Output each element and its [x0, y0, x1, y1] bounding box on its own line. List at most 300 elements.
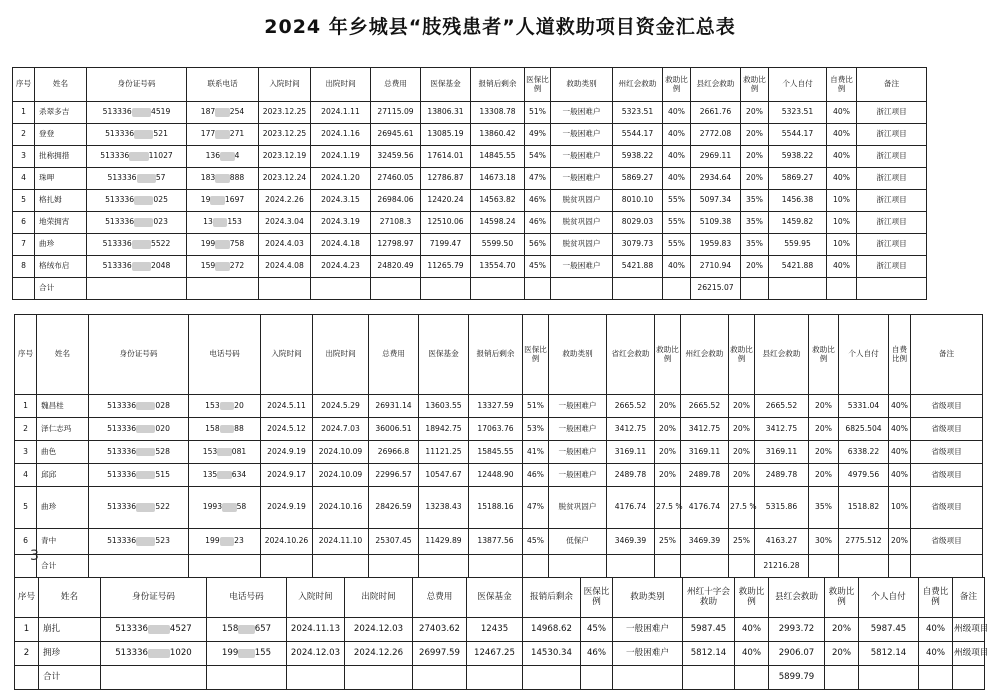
blank-cell: [15, 555, 37, 578]
table-cell: 55%: [663, 234, 691, 256]
total-value: 21216.28: [755, 555, 809, 578]
column-header: 出院时间: [311, 68, 371, 102]
phone-prefix: 153: [202, 446, 218, 456]
patient-name: 曲珍: [35, 234, 87, 256]
table-3: [14, 577, 989, 690]
table-cell: 18942.75: [419, 418, 469, 441]
id-number-cell: [89, 464, 189, 487]
table-cell: 35%: [809, 487, 839, 529]
table-row: [13, 234, 927, 256]
table-cell: 1456.38: [769, 190, 827, 212]
table-cell: 20%: [741, 102, 769, 124]
table-cell: 2024.11.10: [313, 529, 369, 555]
id-prefix: 513336: [105, 195, 135, 205]
column-header: 备注: [911, 315, 983, 395]
blank-cell: [613, 666, 683, 690]
id-prefix: 513336: [107, 173, 137, 183]
blank-cell: [735, 666, 769, 690]
id-number-cell: [101, 642, 207, 666]
column-header: 姓名: [35, 68, 87, 102]
row-number: 3: [15, 441, 37, 464]
table-cell: 12448.90: [469, 464, 523, 487]
table-cell: 6825.504: [839, 418, 889, 441]
redaction-blur: [210, 196, 225, 205]
column-header: 序号: [13, 68, 35, 102]
table-cell: 浙江项目: [857, 168, 927, 190]
blank-cell: [859, 666, 919, 690]
table-cell: 2024.3.15: [311, 190, 371, 212]
phone-prefix: 135: [202, 469, 218, 479]
column-header: 医保基金: [419, 315, 469, 395]
table-cell: 2024.7.03: [313, 418, 369, 441]
column-header: 个人自付: [859, 578, 919, 618]
total-row: [15, 555, 983, 578]
table-cell: 4176.74: [607, 487, 655, 529]
patient-name: 邱邱: [37, 464, 89, 487]
column-header: 县红会救助: [769, 578, 825, 618]
id-prefix: 513336: [107, 536, 137, 546]
table-cell: 2024.1.16: [311, 124, 371, 146]
patient-name: 杀翠多吉: [35, 102, 87, 124]
column-header: 序号: [15, 578, 39, 618]
table-cell: 浙江项目: [857, 256, 927, 278]
table-cell: 40%: [827, 256, 857, 278]
redaction-blur: [134, 130, 153, 139]
table-cell: 40%: [663, 102, 691, 124]
phone-prefix: 158: [205, 423, 220, 433]
phone-suffix: 23: [234, 536, 244, 546]
blank-cell: [371, 278, 421, 300]
id-prefix: 513336: [107, 469, 137, 479]
phone-number-cell: [187, 124, 259, 146]
table-cell: 2969.11: [691, 146, 741, 168]
table-cell: 5323.51: [613, 102, 663, 124]
id-number-cell: [89, 529, 189, 555]
table-cell: 2906.07: [769, 642, 825, 666]
table-cell: 15845.55: [469, 441, 523, 464]
table-cell: 20%: [655, 441, 681, 464]
table-cell: 10547.67: [419, 464, 469, 487]
column-header: 个人自付: [839, 315, 889, 395]
table-cell: 35%: [741, 234, 769, 256]
row-number: 5: [13, 190, 35, 212]
table-cell: 30%: [809, 529, 839, 555]
table-cell: 5812.14: [859, 642, 919, 666]
column-header: 州红十字会救助: [683, 578, 735, 618]
table-row: [13, 124, 927, 146]
id-number-cell: [89, 441, 189, 464]
table-cell: 2023.12.25: [259, 102, 311, 124]
table-cell: 2024.12.26: [345, 642, 413, 666]
blank-cell: [467, 666, 523, 690]
phone-suffix: 155: [254, 647, 272, 658]
row-number: 2: [13, 124, 35, 146]
phone-number-cell: [187, 190, 259, 212]
id-suffix: 5522: [151, 239, 171, 249]
column-header: 医保比例: [523, 315, 549, 395]
id-suffix: 522: [155, 502, 170, 512]
blank-cell: [839, 555, 889, 578]
table-cell: 22996.57: [369, 464, 419, 487]
table-cell: 10%: [827, 234, 857, 256]
column-header: 出院时间: [313, 315, 369, 395]
table-cell: 51%: [525, 102, 551, 124]
table-cell: 27115.09: [371, 102, 421, 124]
blank-cell: [101, 666, 207, 690]
table-cell: 26984.06: [371, 190, 421, 212]
table-cell: 54%: [525, 146, 551, 168]
id-prefix: 513336: [105, 129, 135, 139]
table-cell: 5544.17: [769, 124, 827, 146]
blank-cell: [613, 278, 663, 300]
row-number: 4: [13, 168, 35, 190]
id-prefix: 513336: [115, 647, 149, 658]
table-cell: 5097.34: [691, 190, 741, 212]
table-cell: 2024.9.17: [261, 464, 313, 487]
table-cell: 一般困难户: [551, 168, 613, 190]
table-cell: 8029.03: [613, 212, 663, 234]
table-cell: 2661.76: [691, 102, 741, 124]
phone-suffix: 272: [229, 261, 245, 271]
blank-cell: [187, 278, 259, 300]
table-cell: 27460.05: [371, 168, 421, 190]
table-cell: 2024.5.11: [261, 395, 313, 418]
redaction-blur: [134, 218, 153, 227]
column-header: 出院时间: [345, 578, 413, 618]
column-header: 救助类别: [551, 68, 613, 102]
table-cell: 20%: [889, 529, 911, 555]
phone-suffix: 88: [234, 423, 244, 433]
column-header: 报销后剩余: [523, 578, 581, 618]
table-cell: 2024.2.26: [259, 190, 311, 212]
phone-number-cell: [189, 529, 261, 555]
table-cell: 2024.4.18: [311, 234, 371, 256]
row-number: 1: [13, 102, 35, 124]
table-cell: 3412.75: [607, 418, 655, 441]
redaction-blur: [132, 262, 151, 271]
table-cell: 20%: [729, 395, 755, 418]
table-row: [13, 146, 927, 168]
table-cell: 2024.10.26: [261, 529, 313, 555]
id-suffix: 4527: [169, 623, 192, 634]
blank-cell: [523, 666, 581, 690]
column-header: 救助比例: [741, 68, 769, 102]
table-cell: 13554.70: [471, 256, 525, 278]
blank-cell: [809, 555, 839, 578]
id-prefix: 513336: [100, 151, 130, 161]
column-header: 身份证号码: [101, 578, 207, 618]
blank-cell: [261, 555, 313, 578]
total-label: 合计: [37, 555, 89, 578]
id-prefix: 513336: [107, 502, 137, 512]
blank-cell: [89, 555, 189, 578]
blank-cell: [607, 555, 655, 578]
id-number-cell: [87, 102, 187, 124]
table-cell: 2775.512: [839, 529, 889, 555]
table-cell: 20%: [741, 146, 769, 168]
phone-prefix: 199: [200, 239, 216, 249]
id-number-cell: [89, 487, 189, 529]
table-cell: 27403.62: [413, 618, 467, 642]
table-cell: 5315.86: [755, 487, 809, 529]
id-number-cell: [87, 256, 187, 278]
patient-name: 地荣拥宵: [35, 212, 87, 234]
table-cell: 25%: [655, 529, 681, 555]
table-cell: 14598.24: [471, 212, 525, 234]
column-header: 姓名: [37, 315, 89, 395]
table-cell: 12786.87: [421, 168, 471, 190]
table-cell: 3169.11: [607, 441, 655, 464]
column-header: 总费用: [413, 578, 467, 618]
table-row: [13, 102, 927, 124]
blank-cell: [259, 278, 311, 300]
table-cell: 40%: [663, 124, 691, 146]
table-cell: 2024.10.09: [313, 464, 369, 487]
phone-prefix: 19: [200, 195, 211, 205]
table-row: [15, 529, 983, 555]
patient-name: 曲珍: [37, 487, 89, 529]
table-cell: 2665.52: [607, 395, 655, 418]
redaction-blur: [136, 503, 155, 512]
table-cell: 14673.18: [471, 168, 525, 190]
table-cell: 40%: [663, 146, 691, 168]
total-value: 5899.79: [769, 666, 825, 690]
id-number-cell: [101, 618, 207, 642]
table-cell: 2489.78: [755, 464, 809, 487]
phone-number-cell: [187, 212, 259, 234]
table-cell: 13603.55: [419, 395, 469, 418]
table-cell: 12420.24: [421, 190, 471, 212]
blank-cell: [953, 666, 985, 690]
column-header: 序号: [15, 315, 37, 395]
table-cell: 40%: [889, 441, 911, 464]
table-cell: 11265.79: [421, 256, 471, 278]
table-cell: 3169.11: [755, 441, 809, 464]
phone-suffix: 58: [236, 502, 247, 512]
column-header: 救助类别: [613, 578, 683, 618]
table-row: [13, 212, 927, 234]
table-cell: 5421.88: [769, 256, 827, 278]
table-cell: 46%: [525, 190, 551, 212]
column-header: 电话号码: [207, 578, 287, 618]
blank-cell: [655, 555, 681, 578]
table-cell: 3079.73: [613, 234, 663, 256]
table-cell: 2024.9.19: [261, 487, 313, 529]
table-cell: 51%: [523, 395, 549, 418]
table-cell: 12798.97: [371, 234, 421, 256]
table-cell: 5323.51: [769, 102, 827, 124]
table-cell: 12510.06: [421, 212, 471, 234]
redaction-blur: [134, 196, 153, 205]
table-cell: 5987.45: [683, 618, 735, 642]
redaction-blur: [220, 425, 235, 434]
table-cell: 1518.82: [839, 487, 889, 529]
table-cell: 28426.59: [369, 487, 419, 529]
phone-number-cell: [187, 256, 259, 278]
redaction-blur: [148, 625, 170, 635]
table-cell: 14563.82: [471, 190, 525, 212]
column-header: 省红会救助: [607, 315, 655, 395]
table-cell: 2024.3.19: [311, 212, 371, 234]
column-header: 县红会救助: [755, 315, 809, 395]
table-cell: 14968.62: [523, 618, 581, 642]
blank-cell: [15, 666, 39, 690]
table-cell: 2772.08: [691, 124, 741, 146]
table-cell: 7199.47: [421, 234, 471, 256]
table-cell: 20%: [809, 464, 839, 487]
table-cell: 13327.59: [469, 395, 523, 418]
table-cell: 26997.59: [413, 642, 467, 666]
phone-prefix: 199: [221, 647, 239, 658]
table-cell: 49%: [525, 124, 551, 146]
table-cell: 53%: [523, 418, 549, 441]
table-cell: 5331.04: [839, 395, 889, 418]
id-suffix: 528: [155, 446, 170, 456]
blank-cell: [769, 278, 827, 300]
phone-prefix: 183: [200, 173, 216, 183]
column-header: 自费比例: [919, 578, 953, 618]
id-prefix: 513336: [102, 107, 132, 117]
table-cell: 40%: [827, 102, 857, 124]
phone-prefix: 158: [221, 623, 239, 634]
table-row: [15, 418, 983, 441]
table-cell: 46%: [581, 642, 613, 666]
table-cell: 20%: [655, 464, 681, 487]
column-header: 电话号码: [189, 315, 261, 395]
table-cell: 4163.27: [755, 529, 809, 555]
page-number-mark: 3: [30, 548, 39, 564]
table-cell: 13860.42: [471, 124, 525, 146]
redaction-blur: [129, 152, 148, 161]
table-cell: 12435: [467, 618, 523, 642]
table-cell: 4979.56: [839, 464, 889, 487]
table-cell: 2024.10.09: [313, 441, 369, 464]
blank-cell: [911, 555, 983, 578]
table-cell: 47%: [523, 487, 549, 529]
table-cell: 40%: [889, 395, 911, 418]
table-cell: 2024.5.29: [313, 395, 369, 418]
redaction-blur: [213, 218, 228, 227]
table-cell: 2710.94: [691, 256, 741, 278]
table-cell: 一般困难户: [549, 464, 607, 487]
table-cell: 5869.27: [769, 168, 827, 190]
table-cell: 2023.12.25: [259, 124, 311, 146]
row-number: 5: [15, 487, 37, 529]
table-cell: 26945.61: [371, 124, 421, 146]
patient-name: 拥珍: [39, 642, 101, 666]
table-cell: 40%: [663, 256, 691, 278]
table-cell: 20%: [729, 464, 755, 487]
phone-number-cell: [189, 464, 261, 487]
table-cell: 45%: [523, 529, 549, 555]
phone-suffix: 20: [234, 400, 244, 410]
table-cell: 40%: [889, 418, 911, 441]
id-prefix: 513336: [107, 446, 137, 456]
table-cell: 13238.43: [419, 487, 469, 529]
table-cell: 3469.39: [607, 529, 655, 555]
table-cell: 40%: [827, 146, 857, 168]
id-number-cell: [87, 146, 187, 168]
table-cell: 一般困难户: [613, 618, 683, 642]
table-cell: 2489.78: [607, 464, 655, 487]
phone-suffix: 4: [234, 151, 240, 161]
table-cell: 5544.17: [613, 124, 663, 146]
table-cell: 559.95: [769, 234, 827, 256]
row-number: 2: [15, 642, 39, 666]
redaction-blur: [136, 425, 155, 434]
table-cell: 10%: [889, 487, 911, 529]
phone-number-cell: [207, 642, 287, 666]
phone-suffix: 634: [231, 469, 247, 479]
table-row: [15, 464, 983, 487]
blank-cell: [345, 666, 413, 690]
table-cell: 2024.4.03: [259, 234, 311, 256]
table-cell: 13806.31: [421, 102, 471, 124]
blank-cell: [741, 278, 769, 300]
patient-name: 魏昌桂: [37, 395, 89, 418]
phone-prefix: 153: [205, 400, 220, 410]
phone-prefix: 199: [205, 536, 220, 546]
table-cell: 浙江项目: [857, 212, 927, 234]
patient-name: 登登: [35, 124, 87, 146]
table-cell: 40%: [735, 642, 769, 666]
phone-suffix: 888: [229, 173, 245, 183]
phone-prefix: 13: [203, 217, 213, 227]
table-cell: 20%: [825, 642, 859, 666]
table-cell: 一般困难户: [551, 124, 613, 146]
table-cell: 州级项目: [953, 618, 985, 642]
table-cell: 40%: [827, 168, 857, 190]
table-cell: 一般困难户: [549, 395, 607, 418]
blank-cell: [581, 666, 613, 690]
table-cell: 17614.01: [421, 146, 471, 168]
table-cell: 56%: [525, 234, 551, 256]
table-cell: 20%: [809, 418, 839, 441]
column-header: 联系电话: [187, 68, 259, 102]
blank-cell: [889, 555, 911, 578]
column-header: 报销后剩余: [469, 315, 523, 395]
table-cell: 2993.72: [769, 618, 825, 642]
redaction-blur: [137, 174, 156, 183]
table-cell: 一般困难户: [549, 441, 607, 464]
table-cell: 10%: [827, 212, 857, 234]
redaction-blur: [220, 152, 235, 161]
column-header: 医保比例: [525, 68, 551, 102]
column-header: 救助比例: [735, 578, 769, 618]
column-header: 救助比例: [809, 315, 839, 395]
table-cell: 3412.75: [755, 418, 809, 441]
table-cell: 32459.56: [371, 146, 421, 168]
blank-cell: [311, 278, 371, 300]
phone-prefix: 177: [200, 129, 216, 139]
patient-name: 格扎姆: [35, 190, 87, 212]
redaction-blur: [132, 108, 151, 117]
table-cell: 一般困难户: [551, 146, 613, 168]
phone-number-cell: [189, 441, 261, 464]
phone-suffix: 1697: [224, 195, 245, 205]
table-row: [15, 441, 983, 464]
phone-suffix: 254: [229, 107, 245, 117]
redaction-blur: [136, 471, 155, 480]
phone-prefix: 1993: [202, 502, 223, 512]
total-value: 26215.07: [691, 278, 741, 300]
table-cell: 25307.45: [369, 529, 419, 555]
total-label: 合计: [39, 666, 101, 690]
redaction-blur: [217, 448, 232, 457]
phone-number-cell: [189, 418, 261, 441]
table-cell: 20%: [809, 441, 839, 464]
blank-cell: [549, 555, 607, 578]
